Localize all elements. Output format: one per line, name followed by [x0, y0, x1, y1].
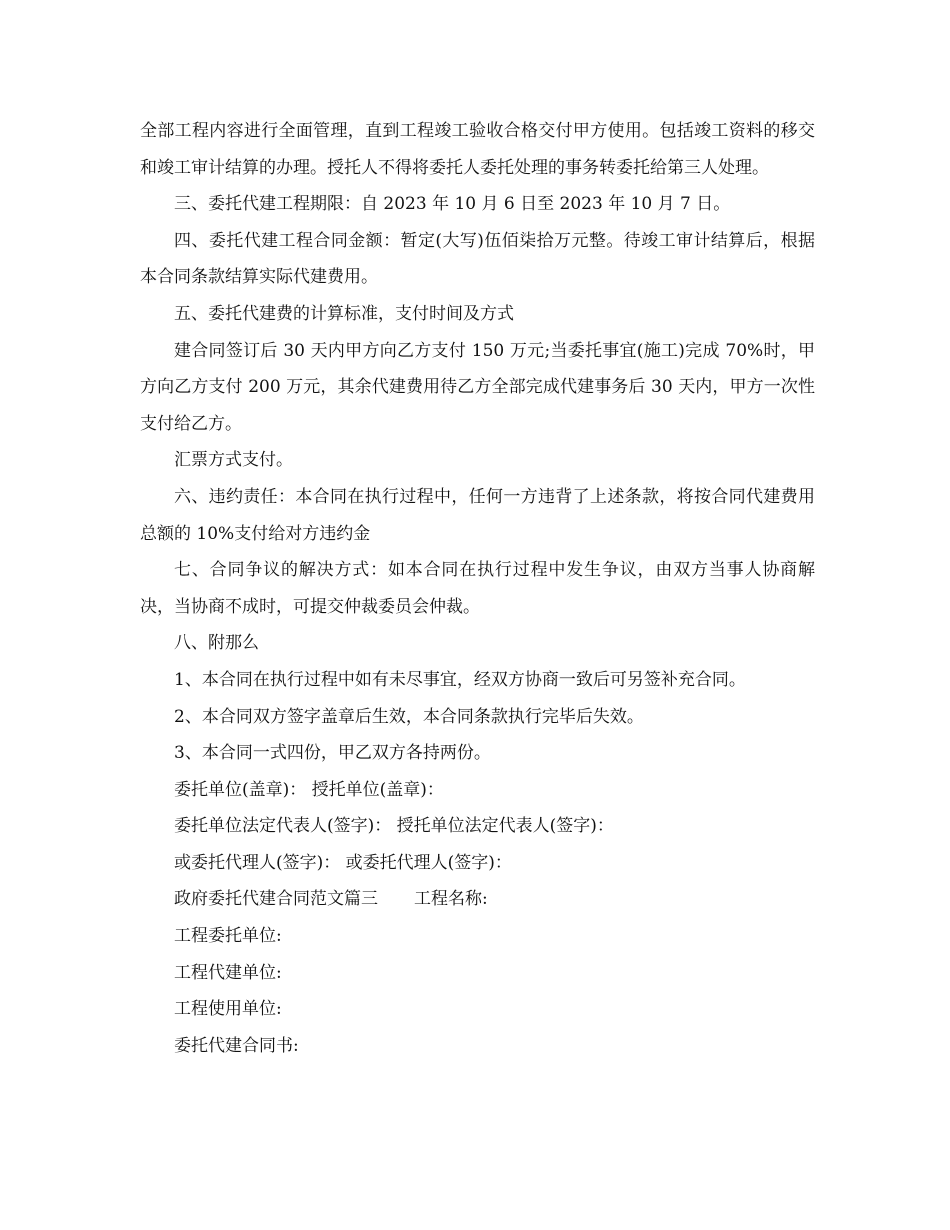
project-name-label: 工程名称:	[414, 889, 488, 910]
paragraph-appendix-item-3: 3、本合同一式四份，甲乙双方各持两份。	[174, 743, 491, 764]
paragraph-contract-amount: 四、委托代建工程合同金额：暂定(大写)伍佰柒拾万元整。待竣工审计结算后，根据本合同条款结算实际代建费用。	[140, 230, 815, 288]
contract-heading-label: 委托代建合同书:	[174, 1035, 299, 1056]
section-title-line	[140, 881, 815, 918]
project-user-label: 工程使用单位:	[174, 999, 282, 1020]
paragraph-fee-heading: 五、委托代建费的计算标准，支付时间及方式	[174, 303, 514, 324]
paragraph-scope-continued: 全部工程内容进行全面管理，直到工程竣工验收合格交付甲方使用。包括竣工资料的移交和竣工审计结算的办理。授托人不得将委托人委托处理的事务转委托给第三人处理。	[140, 121, 815, 178]
paragraph-appendix-heading: 八、附那么	[174, 633, 259, 654]
signature-representative-line: 委托单位法定代表人(签字)： 授托单位法定代表人(签字)：	[174, 816, 614, 837]
section-title: 政府委托代建合同范文篇三	[174, 889, 378, 910]
paragraph-payment-method: 汇票方式支付。	[174, 450, 293, 471]
paragraph-appendix-item-1: 1、本合同在执行过程中如有未尽事宜，经双方协商一致后可另签补充合同。	[174, 669, 746, 690]
project-client-label: 工程委托单位:	[174, 926, 282, 947]
signature-seal-line: 委托单位(盖章)： 授托单位(盖章)：	[174, 779, 444, 800]
paragraph-appendix-item-2: 2、本合同双方签字盖章后生效，本合同条款执行完毕后失效。	[174, 706, 644, 727]
project-agent-label: 工程代建单位:	[174, 962, 282, 983]
paragraph-breach-liability: 六、违约责任：本合同在执行过程中，任何一方违背了上述条款，将按合同代建费用总额的 10%支付给对方违约金	[140, 486, 815, 544]
paragraph-dispute-resolution: 七、合同争议的解决方式：如本合同在执行过程中发生争议，由双方当事人协商解决，当协商不成时，可提交仲裁委员会仲裁。	[140, 560, 815, 617]
paragraph-term: 三、委托代建工程期限：自 2023 年 10 月 6 日至 2023 年 10 月 7 日。	[174, 194, 731, 215]
signature-agent-line: 或委托代理人(签字)： 或委托代理人(签字)：	[174, 852, 512, 873]
paragraph-payment-schedule: 建合同签订后 30 天内甲方向乙方支付 150 万元;当委托事宜(施工)完成 70%时，甲方向乙方支付 200 万元，其余代建费用待乙方全部完成代建事务后 30 天内，甲方一次性支付给乙方。	[140, 340, 815, 434]
document-body	[140, 113, 815, 1064]
